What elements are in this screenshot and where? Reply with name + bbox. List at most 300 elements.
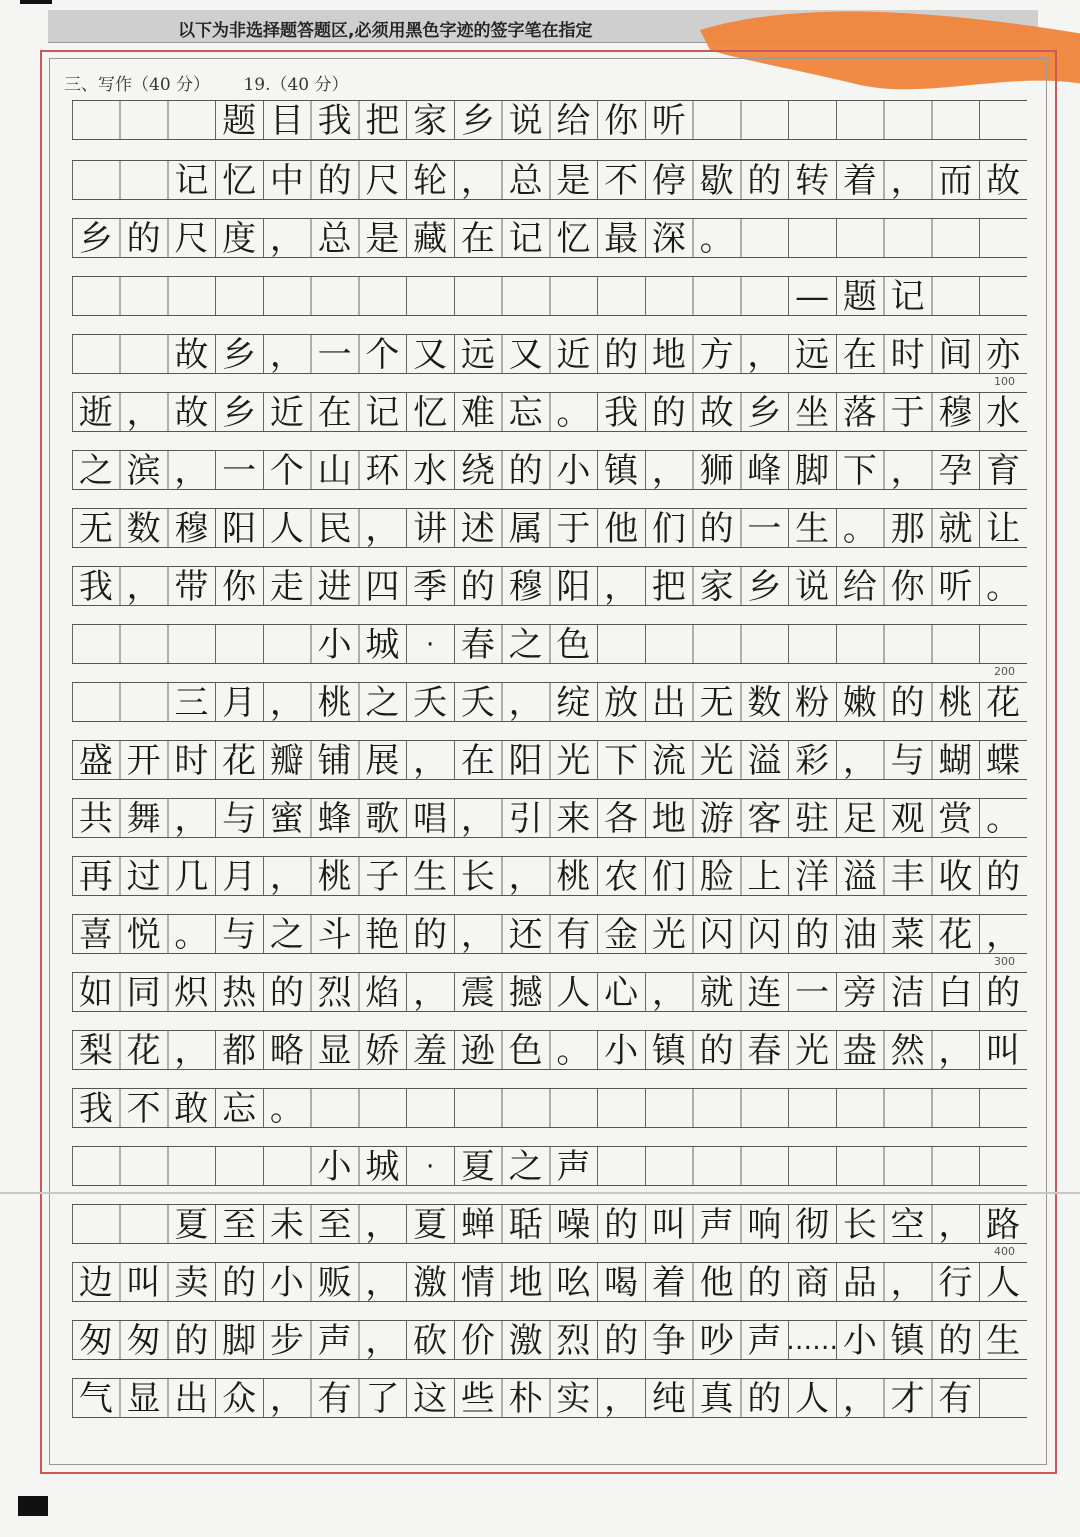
grid-cell: 舞	[126, 799, 161, 839]
grid-cell: 小	[269, 1263, 304, 1303]
grid-cell: 纯	[651, 1379, 686, 1419]
grid-cell: 时	[890, 335, 925, 375]
grid-cell: 小	[317, 625, 352, 665]
grid-cell: 激	[413, 1263, 448, 1303]
grid-cell: 镇	[890, 1321, 925, 1361]
grid-cell: 乡	[222, 393, 257, 433]
grid-cell: 商	[795, 1263, 830, 1303]
grid-cell	[788, 1089, 836, 1129]
grid-cell: 目	[269, 101, 304, 141]
grid-cell	[932, 1147, 980, 1187]
grid-cell: 声	[556, 1147, 591, 1187]
grid-cell: 绕	[460, 451, 495, 491]
grid-cell: 洋	[795, 857, 830, 897]
grid-row-cells	[72, 1263, 1027, 1303]
grid-row-cells	[72, 509, 1027, 549]
grid-cell	[597, 277, 645, 317]
grid-cell: 斗	[317, 915, 352, 955]
grid-cell: 步	[269, 1321, 304, 1361]
grid-cell: 聒	[508, 1205, 543, 1245]
grid-cell: 狮	[699, 451, 734, 491]
grid-cell: 的	[699, 509, 734, 549]
grid-cell: 远	[795, 335, 830, 375]
grid-cell: 深	[651, 219, 686, 259]
grid-cell: 夭	[413, 683, 448, 723]
grid-cell: 们	[651, 857, 686, 897]
grid-cell: ，	[269, 683, 304, 723]
grid-cell	[72, 101, 120, 141]
grid-cell	[120, 277, 168, 317]
grid-cell: 花	[986, 683, 1021, 723]
grid-cell	[693, 1147, 741, 1187]
grid-cell: 镇	[651, 1031, 686, 1071]
grid-cell: 总	[508, 161, 543, 201]
grid-cell: 行	[938, 1263, 973, 1303]
grid-cell: 脚	[222, 1321, 257, 1361]
grid-cell: 故	[174, 393, 209, 433]
grid-cell: 月	[222, 683, 257, 723]
grid-cell: 在	[460, 741, 495, 781]
grid-row-cells	[72, 161, 1027, 201]
grid-cell: 的	[747, 1379, 782, 1419]
grid-cell: 长	[842, 1205, 877, 1245]
grid-cell: 乡	[747, 393, 782, 433]
grid-cell	[311, 1089, 359, 1129]
grid-cell: 孕	[938, 451, 973, 491]
grid-cell: ，	[842, 1379, 877, 1419]
grid-cell: ，	[365, 509, 400, 549]
grid-cell: 来	[556, 799, 591, 839]
grid-cell: 几	[174, 857, 209, 897]
grid-cell: 记	[508, 219, 543, 259]
grid-cell: 人	[795, 1379, 830, 1419]
grid-cell: 忘	[508, 393, 543, 433]
grid-cell	[120, 161, 168, 201]
grid-cell: 还	[508, 915, 543, 955]
grid-cell: 。	[842, 509, 877, 549]
grid-cell: 城	[365, 1147, 400, 1187]
grid-cell: 情	[460, 1263, 495, 1303]
grid-cell: 绽	[556, 683, 591, 723]
grid-cell: 。	[986, 567, 1021, 607]
grid-cell	[406, 277, 454, 317]
grid-cell	[741, 277, 789, 317]
grid-cell	[120, 1147, 168, 1187]
grid-row-cells	[72, 741, 1027, 781]
grid-cell: 家	[699, 567, 734, 607]
grid-cell: 远	[460, 335, 495, 375]
grid-cell	[311, 277, 359, 317]
grid-cell: 生	[413, 857, 448, 897]
grid-cell	[741, 1147, 789, 1187]
grid-cell	[741, 101, 789, 141]
grid-cell: 放	[604, 683, 639, 723]
grid-cell: ，	[460, 161, 495, 201]
grid-row	[72, 218, 1027, 258]
grid-cell: 显	[126, 1379, 161, 1419]
grid-cell: 听	[651, 101, 686, 141]
grid-cell: ·	[425, 1152, 435, 1182]
grid-cell	[836, 219, 884, 259]
grid-cell	[836, 1147, 884, 1187]
grid-cell	[932, 219, 980, 259]
grid-cell: 一	[317, 335, 352, 375]
grid-cell	[979, 1147, 1027, 1187]
grid-cell: 震	[460, 973, 495, 1013]
grid-cell: 流	[651, 741, 686, 781]
grid-cell: 的	[604, 1321, 639, 1361]
grid-cell: 乡	[78, 219, 113, 259]
grid-cell: 把	[651, 567, 686, 607]
grid-cell: 瓣	[269, 741, 304, 781]
grid-cell: 故	[174, 335, 209, 375]
grid-cell	[836, 1089, 884, 1129]
grid-row-cells	[72, 335, 1027, 375]
grid-cell: ，	[174, 451, 209, 491]
grid-cell: 烈	[556, 1321, 591, 1361]
grid-row-cells	[72, 683, 1027, 723]
grid-row	[72, 798, 1027, 838]
grid-cell	[454, 277, 502, 317]
grid-cell: 的	[651, 393, 686, 433]
grid-cell: 。	[556, 393, 591, 433]
grid-cell: 菜	[890, 915, 925, 955]
grid-cell: 的	[126, 219, 161, 259]
grid-cell: 气	[78, 1379, 113, 1419]
grid-cell: 在	[317, 393, 352, 433]
grid-cell: ，	[365, 1321, 400, 1361]
grid-cell: 足	[842, 799, 877, 839]
grid-row	[72, 160, 1027, 200]
grid-cell: 热	[222, 973, 257, 1013]
grid-cell	[932, 625, 980, 665]
grid-cell: ，	[508, 683, 543, 723]
grid-cell: 穆	[938, 393, 973, 433]
corner-mark	[20, 0, 52, 4]
grid-cell: 说	[795, 567, 830, 607]
grid-cell: 我	[78, 567, 113, 607]
grid-cell: ，	[413, 741, 448, 781]
grid-cell	[979, 1379, 1027, 1419]
grid-cell: 观	[890, 799, 925, 839]
grid-cell: ，	[365, 1205, 400, 1245]
grid-cell: 如	[78, 973, 113, 1013]
grid-cell: 进	[317, 567, 352, 607]
grid-cell: 春	[747, 1031, 782, 1071]
grid-cell: 间	[938, 335, 973, 375]
grid-cell: 忆	[413, 393, 448, 433]
grid-cell: 匆	[126, 1321, 161, 1361]
grid-cell	[741, 1089, 789, 1129]
grid-cell: 轮	[413, 161, 448, 201]
grid-cell: 光	[556, 741, 591, 781]
grid-cell	[168, 101, 216, 141]
grid-row	[72, 972, 1027, 1012]
grid-cell: 尺	[174, 219, 209, 259]
grid-cell: 再	[78, 857, 113, 897]
grid-cell: 花	[938, 915, 973, 955]
grid-cell: 出	[174, 1379, 209, 1419]
grid-cell: 卖	[174, 1263, 209, 1303]
grid-cell: 小	[604, 1031, 639, 1071]
grid-cell	[72, 625, 120, 665]
grid-cell: ，	[413, 973, 448, 1013]
grid-cell: 洁	[890, 973, 925, 1013]
grid-cell	[215, 277, 263, 317]
grid-cell: ，	[986, 915, 1021, 955]
grid-cell	[120, 1205, 168, 1245]
grid-cell: 艳	[365, 915, 400, 955]
grid-cell: 与	[222, 799, 257, 839]
grid-cell: 出	[651, 683, 686, 723]
grid-cell: 镇	[604, 451, 639, 491]
grid-cell	[550, 277, 598, 317]
grid-cell: 属	[508, 509, 543, 549]
grid-cell	[884, 625, 932, 665]
grid-cell: 光	[699, 741, 734, 781]
grid-cell	[597, 1089, 645, 1129]
grid-cell: 羞	[413, 1031, 448, 1071]
grid-cell: ，	[269, 219, 304, 259]
grid-cell: 着	[651, 1263, 686, 1303]
grid-cell: 又	[508, 335, 543, 375]
grid-cell: 月	[222, 857, 257, 897]
grid-cell: 砍	[413, 1321, 448, 1361]
grid-cell: ，	[747, 335, 782, 375]
grid-cell: 他	[604, 509, 639, 549]
grid-cell: 的	[604, 335, 639, 375]
grid-cell: 的	[460, 567, 495, 607]
grid-cell	[597, 1147, 645, 1187]
grid-cell: 生	[795, 509, 830, 549]
grid-cell: 赏	[938, 799, 973, 839]
grid-cell: 个	[365, 335, 400, 375]
question-label: 19.（40 分）	[243, 75, 349, 95]
grid-cell: 丰	[890, 857, 925, 897]
word-count-100: 100	[994, 375, 1015, 388]
grid-cell: 之	[365, 683, 400, 723]
grid-cell: 至	[317, 1205, 352, 1245]
grid-cell	[72, 1205, 120, 1245]
grid-cell: 人	[269, 509, 304, 549]
grid-cell: 蜂	[317, 799, 352, 839]
grid-row-cells	[72, 625, 1027, 665]
grid-cell: 夏	[413, 1205, 448, 1245]
grid-cell: 总	[317, 219, 352, 259]
grid-cell	[645, 1089, 693, 1129]
grid-cell: 阳	[508, 741, 543, 781]
grid-cell: ，	[890, 451, 925, 491]
grid-cell: 给	[556, 101, 591, 141]
grid-cell: 把	[365, 101, 400, 141]
grid-cell: 闪	[699, 915, 734, 955]
grid-cell: 脚	[795, 451, 830, 491]
grid-cell: 之	[508, 625, 543, 665]
grid-cell: 小	[842, 1321, 877, 1361]
fold-line	[0, 1192, 1080, 1194]
grid-cell: 叫	[651, 1205, 686, 1245]
grid-cell: 方	[699, 335, 734, 375]
grid-cell: 在	[842, 335, 877, 375]
grid-cell: 溢	[842, 857, 877, 897]
grid-cell: 小	[556, 451, 591, 491]
grid-cell: 梨	[78, 1031, 113, 1071]
grid-cell: 彩	[795, 741, 830, 781]
grid-cell: 夏	[460, 1147, 495, 1187]
grid-cell: 中	[269, 161, 304, 201]
grid-cell: 故	[986, 161, 1021, 201]
grid-cell: 空	[890, 1205, 925, 1245]
grid-cell: 些	[460, 1379, 495, 1419]
grid-cell: 旁	[842, 973, 877, 1013]
grid-cell: 路	[986, 1205, 1021, 1245]
grid-cell: 与	[890, 741, 925, 781]
grid-cell	[406, 1089, 454, 1129]
grid-cell	[932, 101, 980, 141]
grid-cell: ，	[651, 973, 686, 1013]
grid-cell: 三	[174, 683, 209, 723]
grid-cell: 最	[604, 219, 639, 259]
grid-cell	[788, 1147, 836, 1187]
grid-cell: 争	[651, 1321, 686, 1361]
grid-cell	[168, 625, 216, 665]
grid-cell: ，	[126, 393, 161, 433]
grid-cell	[215, 1147, 263, 1187]
grid-cell: 是	[365, 219, 400, 259]
grid-cell: 说	[508, 101, 543, 141]
grid-row-cells	[72, 1031, 1027, 1071]
grid-cell: 民	[317, 509, 352, 549]
grid-cell: 之	[508, 1147, 543, 1187]
grid-cell: 之	[78, 451, 113, 491]
grid-row-cells	[72, 1379, 1027, 1419]
grid-cell	[979, 277, 1027, 317]
grid-cell: 给	[842, 567, 877, 607]
grid-cell	[979, 1089, 1027, 1129]
grid-cell: ，	[604, 567, 639, 607]
grid-cell: 育	[986, 451, 1021, 491]
grid-cell: 生	[986, 1321, 1021, 1361]
grid-cell	[263, 277, 311, 317]
grid-cell: 个	[269, 451, 304, 491]
grid-cell: 吆	[556, 1263, 591, 1303]
grid-cell: 忆	[222, 161, 257, 201]
grid-cell: ，	[842, 741, 877, 781]
grid-row	[72, 100, 1027, 140]
grid-cell	[72, 683, 120, 723]
grid-cell: 略	[269, 1031, 304, 1071]
grid-cell: 蝴	[938, 741, 973, 781]
grid-cell: 桃	[938, 683, 973, 723]
grid-row-cells	[72, 915, 1027, 955]
section-label: 三、写作（40 分）	[64, 75, 211, 95]
grid-cell	[550, 1089, 598, 1129]
grid-cell: 娇	[365, 1031, 400, 1071]
grid-row	[72, 508, 1027, 548]
grid-cell: 与	[222, 915, 257, 955]
word-count-400: 400	[994, 1245, 1015, 1258]
grid-cell	[359, 1089, 407, 1129]
grid-cell	[932, 277, 980, 317]
grid-cell	[359, 277, 407, 317]
grid-cell: 花	[222, 741, 257, 781]
grid-cell: 有	[317, 1379, 352, 1419]
grid-cell: 山	[317, 451, 352, 491]
grid-cell: 心	[604, 973, 639, 1013]
grid-cell: 就	[699, 973, 734, 1013]
grid-row	[72, 1320, 1027, 1360]
grid-cell: 过	[126, 857, 161, 897]
grid-cell: 环	[365, 451, 400, 491]
grid-cell: 乡	[460, 101, 495, 141]
grid-cell: 歌	[365, 799, 400, 839]
grid-cell: 众	[222, 1379, 257, 1419]
grid-cell: 转	[795, 161, 830, 201]
grid-cell: 水	[413, 451, 448, 491]
grid-cell: 一	[222, 451, 257, 491]
grid-cell: 时	[174, 741, 209, 781]
grid-cell: 滨	[126, 451, 161, 491]
instruction-text: 以下为非选择题答题区,必须用黑色字迹的签字笔在指定	[178, 21, 593, 41]
grid-cell: 悦	[126, 915, 161, 955]
grid-cell: 在	[460, 219, 495, 259]
grid-cell: 的	[795, 915, 830, 955]
grid-cell	[836, 101, 884, 141]
grid-row	[72, 914, 1027, 954]
grid-cell: 逊	[460, 1031, 495, 1071]
grid-cell: 上	[747, 857, 782, 897]
grid-cell: 带	[174, 567, 209, 607]
grid-cell: 地	[651, 335, 686, 375]
grid-cell: 听	[938, 567, 973, 607]
grid-row-cells	[72, 1147, 1027, 1187]
grid-cell: 亦	[986, 335, 1021, 375]
grid-cell: 实	[556, 1379, 591, 1419]
grid-cell: 记	[890, 277, 925, 317]
grid-cell: ，	[890, 161, 925, 201]
grid-cell	[884, 1089, 932, 1129]
grid-cell: 忘	[222, 1089, 257, 1129]
grid-cell: 忆	[556, 219, 591, 259]
grid-cell: 游	[699, 799, 734, 839]
grid-cell: 收	[938, 857, 973, 897]
grid-cell: 白	[938, 973, 973, 1013]
grid-cell: 显	[317, 1031, 352, 1071]
grid-row	[72, 624, 1027, 664]
grid-cell: 题	[222, 101, 257, 141]
grid-cell: 你	[222, 567, 257, 607]
grid-cell	[836, 625, 884, 665]
grid-row	[72, 276, 1027, 316]
grid-cell: 蜜	[269, 799, 304, 839]
grid-cell: 桃	[556, 857, 591, 897]
grid-cell: 彻	[795, 1205, 830, 1245]
grid-cell	[979, 625, 1027, 665]
grid-cell: 农	[604, 857, 639, 897]
grid-cell: 油	[842, 915, 877, 955]
grid-row	[72, 682, 1027, 722]
grid-cell: 朴	[508, 1379, 543, 1419]
grid-cell: 激	[508, 1321, 543, 1361]
grid-cell: 藏	[413, 219, 448, 259]
grid-row	[72, 392, 1027, 432]
grid-cell: 共	[78, 799, 113, 839]
grid-cell: ，	[651, 451, 686, 491]
grid-cell: 的	[413, 915, 448, 955]
grid-cell: 不	[604, 161, 639, 201]
grid-cell: 数	[126, 509, 161, 549]
grid-row-cells	[72, 857, 1027, 897]
